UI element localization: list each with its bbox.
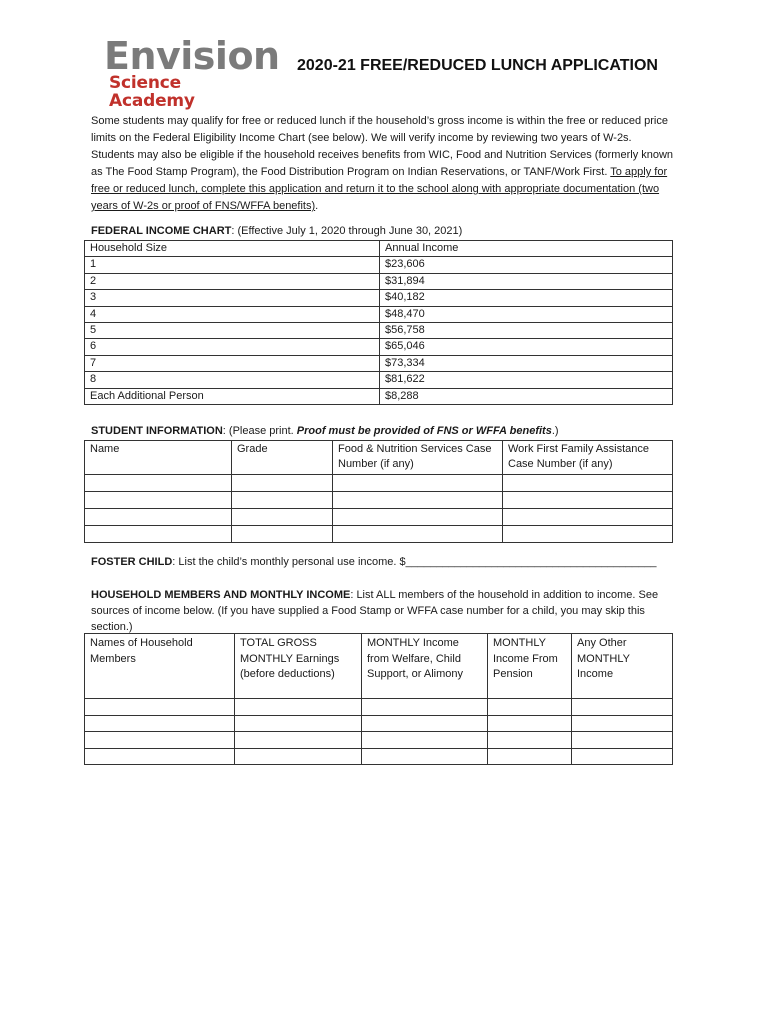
table-row	[85, 257, 673, 273]
student-info-label: STUDENT INFORMATION	[91, 425, 223, 437]
header-pension-income: MONTHLY Income From Pension	[488, 634, 572, 699]
annual-income-cell: $81,622	[380, 372, 673, 388]
annual-income-cell: $56,758	[380, 322, 673, 338]
intro-end: .	[315, 200, 319, 212]
header-wffa-case-number: Work First Family Assistance Case Number (if any)	[503, 441, 673, 475]
fns-case-field[interactable]	[333, 526, 503, 543]
table-row	[85, 699, 673, 716]
household-size-cell: 2	[85, 273, 380, 289]
table-row	[85, 526, 673, 543]
fns-case-field[interactable]	[333, 509, 503, 526]
table-header-row	[85, 634, 673, 699]
header-grade: Grade	[232, 441, 333, 475]
wffa-case-field[interactable]	[503, 509, 673, 526]
member-name-field[interactable]	[85, 699, 235, 716]
header-fns-case-number: Food & Nutrition Services Case Number (if any)	[333, 441, 503, 475]
other-income-field[interactable]	[572, 732, 673, 749]
household-size-cell: 3	[85, 290, 380, 306]
household-text: : List ALL members of the household in addition to income. See sources of income below. (If you have supplied a Food Stamp or WFFA case number for a child, you may skip this section.)	[91, 589, 659, 633]
student-info-proof-note: Proof must be provided of FNS or WFFA benefits	[296, 425, 552, 437]
header-annual-income: Annual Income	[380, 241, 673, 257]
student-info-note: : (Please print.	[222, 425, 297, 437]
intro-paragraph	[91, 113, 676, 215]
table-row	[85, 748, 673, 765]
other-income-field[interactable]	[572, 748, 673, 765]
wffa-case-field[interactable]	[503, 492, 673, 509]
pension-income-field[interactable]	[488, 715, 572, 732]
household-income-table	[84, 633, 673, 765]
pension-income-field[interactable]	[488, 732, 572, 749]
member-name-field[interactable]	[85, 715, 235, 732]
welfare-income-field[interactable]	[362, 732, 488, 749]
header-household-size: Household Size	[85, 241, 380, 257]
household-size-cell: 6	[85, 339, 380, 355]
annual-income-cell: $31,894	[380, 273, 673, 289]
other-income-field[interactable]	[572, 715, 673, 732]
member-name-field[interactable]	[85, 748, 235, 765]
header-household-members: Names of Household Members	[85, 634, 235, 699]
table-row	[85, 290, 673, 306]
annual-income-cell: $40,182	[380, 290, 673, 306]
welfare-income-field[interactable]	[362, 715, 488, 732]
gross-earnings-field[interactable]	[235, 715, 362, 732]
table-header-row	[85, 441, 673, 475]
pension-income-field[interactable]	[488, 699, 572, 716]
table-row	[85, 273, 673, 289]
foster-child-line[interactable]	[91, 556, 656, 568]
table-row	[85, 732, 673, 749]
annual-income-cell: $65,046	[380, 339, 673, 355]
table-row	[85, 509, 673, 526]
annual-income-cell: $23,606	[380, 257, 673, 273]
intro-underlined-text: To apply for free or reduced lunch, complete this application and return it to the school along with appropriate documentation (two years of W-2s or proof of FNS/WFFA benefits)	[91, 166, 668, 212]
annual-income-cell: $48,470	[380, 306, 673, 322]
student-name-field[interactable]	[85, 526, 232, 543]
welfare-income-field[interactable]	[362, 699, 488, 716]
student-grade-field[interactable]	[232, 526, 333, 543]
household-size-cell: 5	[85, 322, 380, 338]
foster-child-label: FOSTER CHILD	[91, 556, 173, 568]
fns-case-field[interactable]	[333, 475, 503, 492]
school-logo	[104, 34, 280, 111]
income-chart-label: FEDERAL INCOME CHART	[91, 225, 232, 237]
student-name-field[interactable]	[85, 492, 232, 509]
gross-earnings-field[interactable]	[235, 732, 362, 749]
gross-earnings-field[interactable]	[235, 699, 362, 716]
foster-child-text: : List the child’s monthly personal use income. $_________________________________________	[172, 556, 657, 568]
logo-sub-text: Science Academy	[109, 73, 195, 111]
student-name-field[interactable]	[85, 475, 232, 492]
table-row	[85, 388, 673, 404]
household-size-cell: 8	[85, 372, 380, 388]
income-chart-table	[84, 240, 673, 405]
table-row	[85, 492, 673, 509]
table-row	[85, 372, 673, 388]
student-name-field[interactable]	[85, 509, 232, 526]
household-heading	[91, 587, 676, 635]
logo-main-text: Envision	[104, 34, 280, 78]
student-grade-field[interactable]	[232, 492, 333, 509]
table-row	[85, 322, 673, 338]
student-grade-field[interactable]	[232, 509, 333, 526]
fns-case-field[interactable]	[333, 492, 503, 509]
gross-earnings-field[interactable]	[235, 748, 362, 765]
table-row	[85, 475, 673, 492]
table-header-row	[85, 241, 673, 257]
table-row	[85, 339, 673, 355]
table-row	[85, 306, 673, 322]
pension-income-field[interactable]	[488, 748, 572, 765]
table-row	[85, 715, 673, 732]
household-size-cell: 7	[85, 355, 380, 371]
student-info-note-end: .)	[551, 425, 559, 437]
student-grade-field[interactable]	[232, 475, 333, 492]
annual-income-cell: $73,334	[380, 355, 673, 371]
wffa-case-field[interactable]	[503, 475, 673, 492]
header-welfare-income: MONTHLY Income from Welfare, Child Support, or Alimony	[362, 634, 488, 699]
welfare-income-field[interactable]	[362, 748, 488, 765]
page-title: 2020-21 FREE/REDUCED LUNCH APPLICATION	[297, 57, 658, 74]
household-label: HOUSEHOLD MEMBERS AND MONTHLY INCOME	[91, 589, 351, 601]
income-chart-note: : (Effective July 1, 2020 through June 30, 2021)	[231, 225, 463, 237]
household-size-cell: 1	[85, 257, 380, 273]
intro-text: Some students may qualify for free or reduced lunch if the household’s gross income is within the free or reduced price limits on the Federal Eligibility Income Chart (see below). We will verify income by reviewing two years of W-2s. Students may also be eligible if the household receives benefits from WIC, Food and Nutrition Services (formerly known as The Food Stamp Program), the Food Distribution Program on Indian Reservations, or TANF/Work First.	[91, 115, 674, 178]
member-name-field[interactable]	[85, 732, 235, 749]
student-info-heading	[91, 425, 559, 437]
income-chart-heading	[91, 225, 462, 237]
header-name: Name	[85, 441, 232, 475]
student-info-table	[84, 440, 673, 543]
household-size-cell: Each Additional Person	[85, 388, 380, 404]
header-gross-earnings: TOTAL GROSS MONTHLY Earnings (before deductions)	[235, 634, 362, 699]
header-other-income: Any Other MONTHLY Income	[572, 634, 673, 699]
household-size-cell: 4	[85, 306, 380, 322]
other-income-field[interactable]	[572, 699, 673, 716]
wffa-case-field[interactable]	[503, 526, 673, 543]
table-row	[85, 355, 673, 371]
annual-income-cell: $8,288	[380, 388, 673, 404]
